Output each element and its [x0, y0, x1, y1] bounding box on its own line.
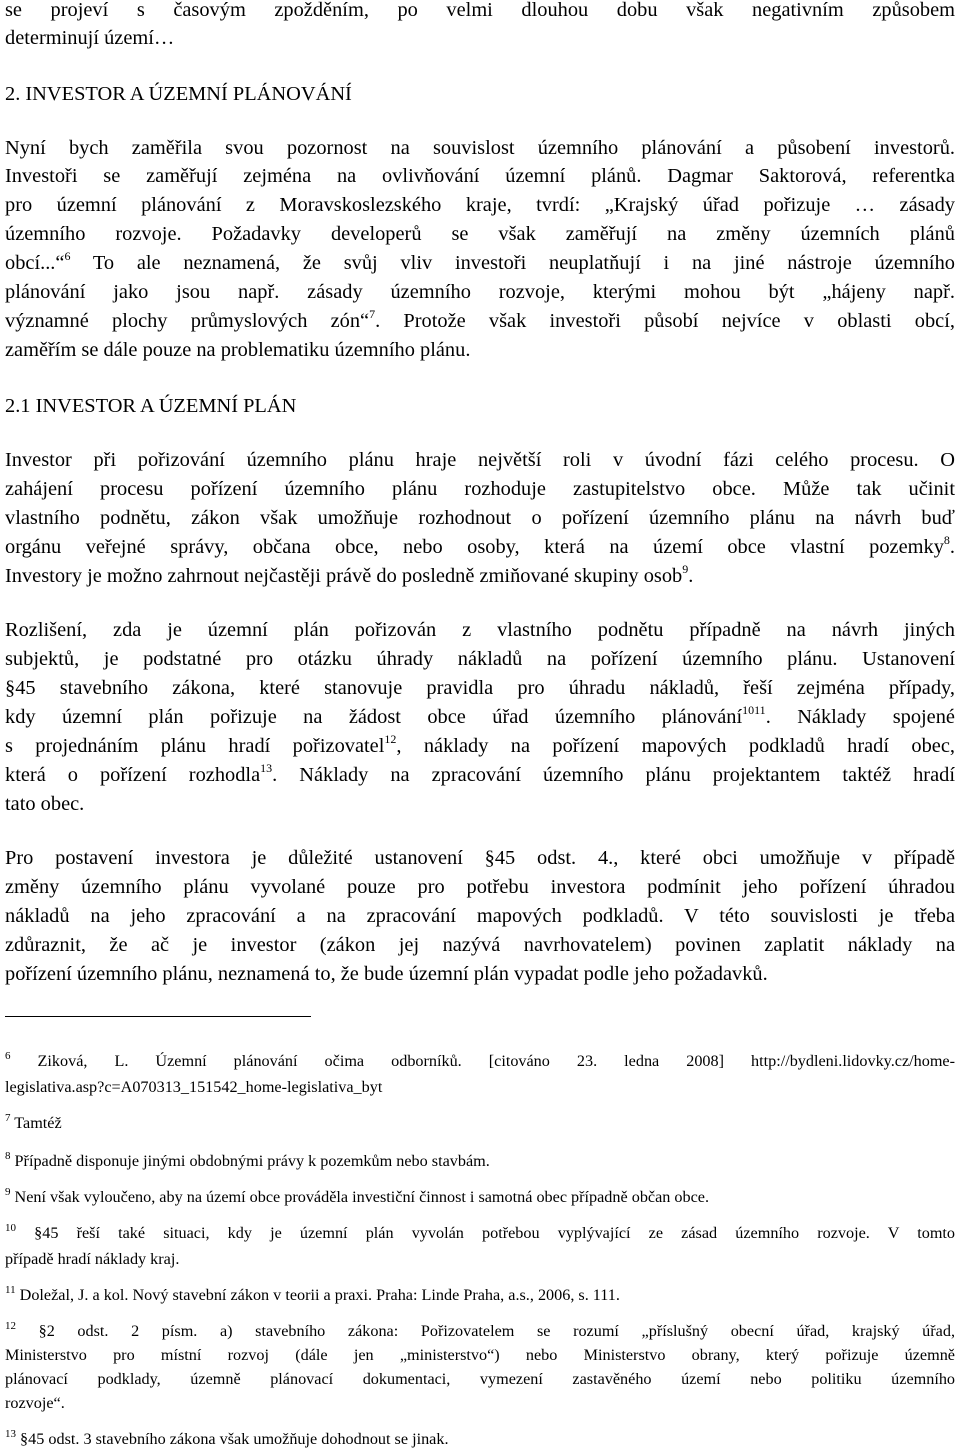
paragraph-line: změny územního plánu vyvolané pouze pro potřebu investora podmínit jeho pořízení úhradou — [5, 876, 955, 898]
text-run: kdy územní plán pořizuje na žádost obce úřad územního plánování — [5, 706, 743, 728]
footnote-text: Ziková, L. Územní plánování očima odborníků. [citováno 23. ledna 2008] http://bydleni.lidovky.cz/home- — [37, 1052, 955, 1070]
text-run: . Protože však investoři působí nejvíce v oblasti obcí, — [375, 310, 955, 332]
footnote-text: Doležal, J. a kol. Nový stavební zákon v teorii a praxi. Praha: Linde Praha, a.s., 2006, s. 111. — [19, 1286, 620, 1304]
text-run: obcí...“ — [5, 252, 65, 274]
footnote-number: 8 — [5, 1149, 11, 1162]
text-run: , náklady na pořízení mapových podkladů hradí obec, — [396, 735, 955, 757]
footnote-text: Případně disponuje jinými obdobnými právy k pozemkům nebo stavbám. — [14, 1152, 490, 1170]
footnote-ref[interactable]: 12 — [384, 732, 397, 747]
footnote-ref[interactable]: 7 — [369, 307, 376, 322]
paragraph-line: pořízení územního plánu, neznamená to, že bude územní plán vypadat podle jeho požadavků. — [5, 963, 768, 985]
footnote-separator — [5, 1016, 311, 1017]
paragraph-line: Pro postavení investora je důležité ustanovení §45 odst. 4., které obci umožňuje v případě — [5, 847, 955, 869]
footnote-9 — [5, 1186, 955, 1208]
footnote-number: 10 — [5, 1221, 16, 1234]
text-run: . — [688, 565, 694, 587]
paragraph-line: plánování jako jsou např. zásady územního rozvoje, kterými mohou být „hájeny např. — [5, 281, 955, 303]
footnote-text: §45 odst. 3 stavebního zákona však umožňuje dohodnout se jinak. — [20, 1430, 449, 1448]
footnote-number: 6 — [5, 1049, 11, 1062]
footnote-number: 11 — [5, 1283, 16, 1296]
paragraph-line — [5, 761, 955, 789]
text-run: To ale neznamená, že svůj vliv investoři neuplatňují i na jiné nástroje územního — [70, 252, 955, 274]
paragraph-line — [5, 703, 955, 731]
text-run: s projednáním plánu hradí pořizovatel — [5, 735, 385, 757]
footnote-10-cont: případě hradí náklady kraj. — [5, 1250, 180, 1268]
paragraph-line: nákladů na jeho zpracování a na zpracování mapových podkladů. V této souvislosti je třeba — [5, 905, 955, 927]
text-run: . Náklady na zpracování územního plánu projektantem taktéž hradí — [272, 764, 955, 786]
paragraph-line: Nyní bych zaměřila svou pozornost na souvislost územního plánování a působení investorů. — [5, 137, 955, 159]
footnote-number: 7 — [5, 1111, 11, 1124]
subsection-heading: 2.1 INVESTOR A ÚZEMNÍ PLÁN — [5, 395, 297, 417]
text-run: která o pořízení rozhodla — [5, 764, 261, 786]
footnote-text: Není však vyloučeno, aby na území obce prováděla investiční činnost i samotná obec případně občan obce. — [14, 1188, 710, 1206]
paragraph-line: Rozlišení, zda je územní plán pořizován z vlastního podnětu případně na návrh jiných — [5, 619, 955, 641]
paragraph-line: pro územní plánování z Moravskoslezského kraje, tvrdí: „Krajský úřad pořizuje … zásady — [5, 194, 955, 216]
footnote-12 — [5, 1320, 955, 1342]
paragraph-line: se projeví s časovým zpožděním, po velmi dlouhou dobu však negativním způsobem — [5, 0, 955, 21]
footnote-11 — [5, 1284, 955, 1306]
paragraph-line: zahájení procesu pořízení územního plánu rozhoduje zastupitelstvo obce. Může tak učinit — [5, 478, 955, 500]
footnote-ref[interactable]: 9 — [682, 562, 689, 577]
section-heading: 2. INVESTOR A ÚZEMNÍ PLÁNOVÁNÍ — [5, 83, 352, 105]
paragraph-line: determinují území… — [5, 27, 175, 49]
footnote-8 — [5, 1150, 955, 1172]
footnote-ref[interactable]: 8 — [943, 533, 950, 548]
paragraph-line: vlastního podnětu, zákon však umožňuje rozhodnout o pořízení územního plánu na návrh buď — [5, 507, 955, 529]
paragraph-line: §45 stavebního zákona, které stanovuje pravidla pro úhradu nákladů, řeší zejména případy, — [5, 677, 955, 699]
footnote-ref[interactable]: 1011 — [742, 703, 766, 718]
footnote-text: Tamtéž — [14, 1114, 62, 1132]
footnote-13 — [5, 1428, 955, 1450]
footnote-number: 12 — [5, 1319, 16, 1332]
paragraph-line — [5, 533, 955, 561]
paragraph-line: subjektů, je podstatné pro otázku úhrady nákladů na pořízení územního plánu. Ustanovení — [5, 648, 955, 670]
footnote-number: 13 — [5, 1427, 16, 1440]
footnote-text: §2 odst. 2 písm. a) stavebního zákona: Pořizovatelem se rozumí „příslušný obecní úřad, krajský úřad, — [38, 1322, 955, 1340]
paragraph-line: zaměřím se dále pouze na problematiku územního plánu. — [5, 339, 471, 361]
text-run: . — [949, 536, 955, 558]
footnote-7 — [5, 1112, 955, 1134]
text-run: orgánu veřejné správy, občana obce, nebo osoby, která na území obce vlastní pozemky — [5, 536, 944, 558]
footnote-number: 9 — [5, 1185, 11, 1198]
paragraph-line: zdůraznit, že ač je investor (zákon jej nazývá navrhovatelem) povinen zaplatit náklady na — [5, 934, 955, 956]
paragraph-line: Investor při pořizování územního plánu hraje největší roli v úvodní fázi celého procesu. O — [5, 449, 955, 471]
paragraph-line — [5, 307, 955, 335]
text-run: . Náklady spojené — [765, 706, 955, 728]
paragraph-line: tato obec. — [5, 793, 85, 815]
paragraph-line: Investoři se zaměřují zejména na ovlivňování územní plánů. Dagmar Saktorová, referentka — [5, 165, 955, 187]
footnote-ref[interactable]: 6 — [64, 249, 71, 264]
footnote-12-cont: rozvoje“. — [5, 1394, 65, 1412]
text-run: Investory je možno zahrnout nejčastěji právě do posledně zmiňované skupiny osob — [5, 565, 683, 587]
footnote-6-cont[interactable]: legislativa.asp?c=A070313_151542_home-legislativa_byt — [5, 1078, 383, 1096]
footnote-12-cont: Ministerstvo pro místní rozvoj (dále jen „ministerstvo“) nebo Ministerstvo obrany, který pořizuje územně — [5, 1346, 955, 1364]
paragraph-line: územního rozvoje. Požadavky developerů se však zaměřují na změny územních plánů — [5, 223, 955, 245]
footnote-text: §45 řeší také situaci, kdy je územní plán vyvolán potřebou vyplývající ze zásad územního rozvoje. V tomto — [34, 1224, 956, 1242]
footnote-12-cont: plánovací podklady, územně plánovací dokumentaci, vymezení zastavěného území nebo politiku územního — [5, 1370, 955, 1388]
footnote-6 — [5, 1050, 955, 1072]
paragraph-line — [5, 732, 955, 760]
footnote-ref[interactable]: 13 — [260, 761, 273, 776]
paragraph-line — [5, 249, 955, 277]
text-run: významné plochy průmyslových zón“ — [5, 310, 370, 332]
footnote-10 — [5, 1222, 955, 1244]
paragraph-line — [5, 562, 955, 590]
